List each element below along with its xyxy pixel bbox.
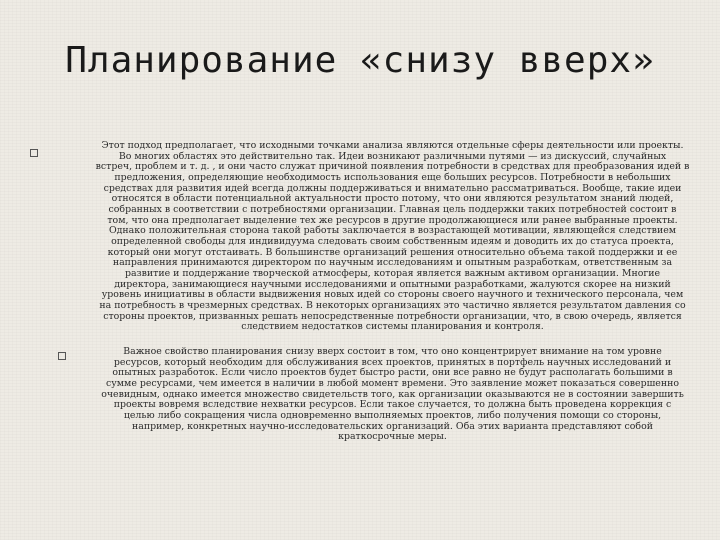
paragraph-line: относятся в области потенциальной актуальности просто потому, что они являются результатом знаний людей, (111, 193, 674, 205)
hollow-square-bullet-icon (58, 352, 66, 360)
paragraph-line: развитие и поддержание творческой атмосферы, которая является важным активом организации. Многие (124, 267, 661, 279)
hollow-square-bullet-icon (30, 149, 38, 157)
paragraph-line: на потребность в чрезмерных средствах. В некоторых организациях это частично является результатом давления со (99, 299, 686, 311)
paragraph-line: целью либо сокращения числа одновременно выполняемых проектов, либо получения помощи со стороны, (123, 409, 662, 421)
paragraph-line: проекты вовремя вследствие нехватки ресурсов. Если такое случается, то должна быть проведена коррекция с (113, 399, 672, 411)
paragraph-line: очевидным, однако имеется множество свидетельств того, как организации оказываются не в состоянии завершить (101, 388, 684, 400)
bullet-paragraph-2 (80, 347, 705, 443)
paragraph-line: собранных в соответствии с потребностями организации. Главная цель поддержки таких потребностей состоит в (108, 203, 677, 215)
paragraph-line: ресурсов, который необходим для обслуживания всех проектов, принятых в портфель научных исследований и (113, 356, 672, 368)
paragraph-line: Этот подход предполагает, что исходными точками анализа являются отдельные сферы деятельности или проекты. (101, 140, 684, 151)
bullet-paragraph-1 (80, 141, 705, 333)
paragraph-line: предложения, определяющие необходимость использования еще больших ресурсов. Потребности в небольших (114, 171, 671, 183)
paragraph-line: Важное свойство планирования снизу вверх состоит в том, что оно концентрирует внимание на том уровне (123, 346, 662, 357)
paragraph-line: сумме ресурсами, чем имеется в наличии в любой момент времени. Это заявление может показаться совершенно (106, 377, 679, 389)
paragraph-line: краткосрочные меры. (338, 431, 447, 443)
paragraph-line: следствием недостатков системы планирования и контроля. (241, 321, 544, 333)
paragraph-line: директора, занимающиеся научными исследованиями и опытными разработками, жалуются скорее на низкий (114, 278, 671, 290)
paragraph-line: направления принимаются директором по научным исследованиям и опытным разработкам, ответственным за (112, 257, 673, 269)
paragraph-line: Во многих областях это действительно так. Идеи возникают различными путями — из дискуссий, случайных (118, 150, 667, 162)
paragraph-line: том, что она предполагает выделение тех же ресурсов в другие продолжающиеся или ранее выбранные проекты. (107, 214, 678, 226)
paragraph-line: уровень инициативы в области выдвижения новых идей со стороны своего научного и технического персонала, чем (101, 289, 684, 301)
slide-title: Планирование «снизу вверх» (65, 40, 655, 81)
paragraph-line: определенной свободы для индивидуума следовать своим собственным идеям и доводить их до статуса проекта, (111, 235, 674, 247)
paragraph-line: который они могут отстаивать. В большинстве организаций решения относительно объема такой поддержки и ее (107, 246, 678, 258)
paragraph-line: опытных разработок. Если число проектов будет быстро расти, они все равно не будут располагать большими в (112, 367, 673, 379)
paragraph-line: средствах для развития идей всегда должны поддерживаться и внимательно рассматриваться. Вообще, такие идеи (103, 182, 682, 194)
paragraph-line: например, конкретных научно-исследовательских организаций. Оба этих варианта представляют собой (132, 420, 653, 432)
paragraph-line: стороны проектов, призванных решать непосредственные потребности организации, что, в свою очередь, является (103, 310, 682, 322)
paragraph-line: встреч, проблем и т. д. , и они часто служат причиной появления потребности в средствах для преобразования идей в (95, 161, 690, 173)
paragraph-line: Однако положительная сторона такой работы заключается в возрастающей мотивации, являющейся следствием (108, 225, 677, 237)
